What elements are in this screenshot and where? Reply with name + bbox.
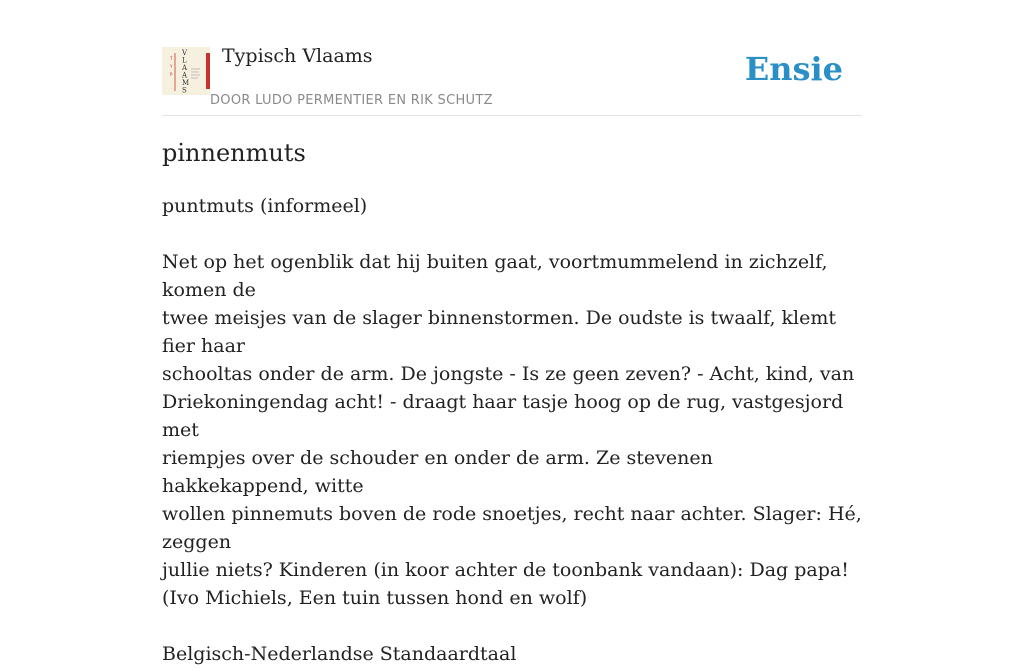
entry-quote-line: schooltas onder de arm. De jongste - Is ze geen zeven? - Acht, kind, van	[162, 363, 855, 385]
entry-quote-source: (Ivo Michiels, Een tuin tussen hond en wolf)	[162, 587, 588, 609]
avatar-letter: M	[182, 79, 190, 87]
avatar-letter: L	[182, 56, 187, 65]
entry-quote-line: Net op het ogenblik dat hij buiten gaat, voortmummelend in zichzelf, komen de	[162, 251, 828, 301]
paragraph-gap	[162, 220, 862, 248]
page	[162, 0, 862, 665]
entry-quote-line: Driekoningendag acht! - draagt haar tasje hoog op de rug, vastgesjord met	[162, 391, 844, 441]
avatar-letter: S	[182, 86, 187, 95]
entry-quote-line: riempjes over de schouder en onder de arm. Ze stevenen hakkekappend, witte	[162, 447, 713, 497]
paragraph-gap	[162, 612, 862, 640]
entry-definition: puntmuts (informeel)	[162, 195, 368, 217]
svg-text:T: T	[170, 56, 173, 61]
svg-text:P: P	[170, 72, 173, 77]
entry-headword: pinnenmuts	[162, 139, 306, 167]
site-byline: DOOR LUDO PERMENTIER EN RIK SCHUTZ	[210, 93, 493, 108]
site-title[interactable]: Typisch Vlaams	[222, 45, 373, 67]
entry-body	[162, 192, 862, 668]
svg-text:Y: Y	[170, 64, 173, 69]
ensie-brand-link[interactable]: Ensie	[744, 50, 843, 88]
entry-category: Belgisch-Nederlandse Standaardtaal	[162, 643, 517, 665]
avatar-letter: A	[182, 64, 188, 72]
avatar-letter: A	[182, 71, 188, 80]
entry-quote-line: jullie niets? Kinderen (in koor achter de toonbank vandaan): Dag papa!	[162, 559, 849, 581]
entry-quote	[162, 248, 862, 584]
avatar-letter: V	[182, 49, 188, 57]
typisch-vlaams-logo-icon[interactable]	[162, 47, 210, 95]
entry-quote-line: wollen pinnemuts boven de rode snoetjes, recht naar achter. Slager: Hé, zeggen	[162, 503, 862, 553]
site-header	[162, 0, 862, 116]
entry-quote-line: twee meisjes van de slager binnenstormen. De oudste is twaalf, klemt fier haar	[162, 307, 837, 357]
